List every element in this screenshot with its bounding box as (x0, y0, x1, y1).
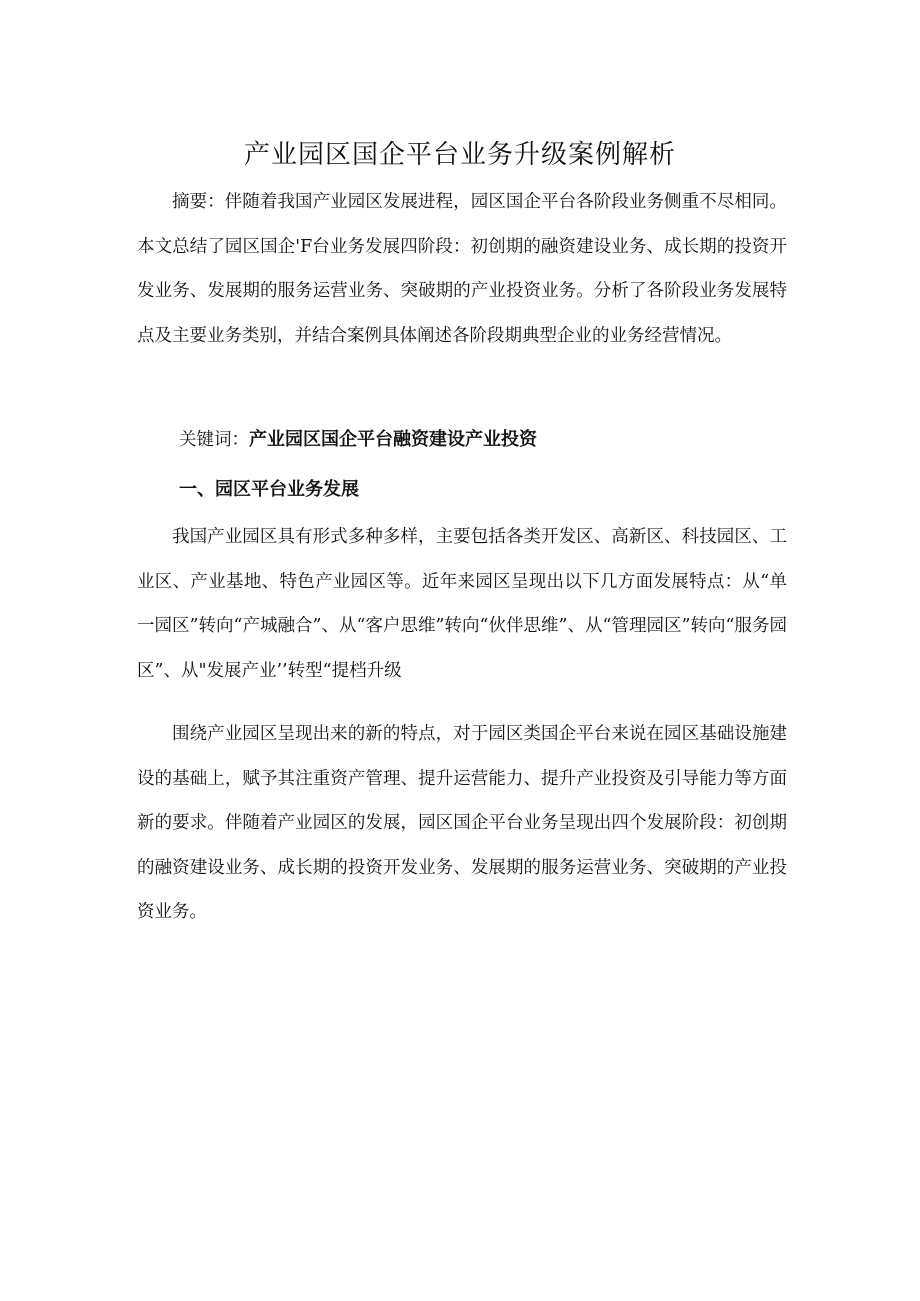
keywords-line (179, 422, 537, 458)
body-paragraph-1: 我国产业园区具有形式多种多样，主要包括各类开发区、高新区、科技园区、工业区、产业基地、特色产业园区等。近年来园区呈现出以下几方面发展特点：从“单一园区”转向“产城融合”、从“客户思维”转向“伙伴思维”、从“管理园区”转向“服务园区”、从"发展产业’’转型“提档升级 (137, 527, 787, 681)
document-title: 产业园区国企平台业务升级案例解析 (243, 140, 676, 171)
abstract-paragraph: 摘要：伴随着我国产业园区发展进程，园区国企平台各阶段业务侧重不尽相同。本文总结了园区国企'F台业务发展四阶段：初创期的融资建设业务、成长期的投资开发业务、发展期的服务运营业务、突破期的产业投资业务。分析了各阶段业务发展特点及主要业务类别，并结合案例具体阐述各阶段期典型企业的业务经营情况。 (137, 192, 787, 346)
section-heading: 一、园区平台业务发展 (179, 479, 359, 500)
keywords-label: 关键词： (179, 430, 249, 450)
keywords-value: 产业园区国企平台融资建设产业投资 (249, 429, 537, 450)
body-paragraph-2: 围绕产业园区呈现出来的新的特点，对于园区类国企平台来说在园区基础设施建设的基础上，赋予其注重资产管理、提升运营能力、提升产业投资及引导能力等方面新的要求。伴随着产业园区的发展，园区国企平台业务呈现出四个发展阶段：初创期的融资建设业务、成长期的投资开发业务、发展期的服务运营业务、突破期的产业投资业务。 (137, 724, 787, 923)
